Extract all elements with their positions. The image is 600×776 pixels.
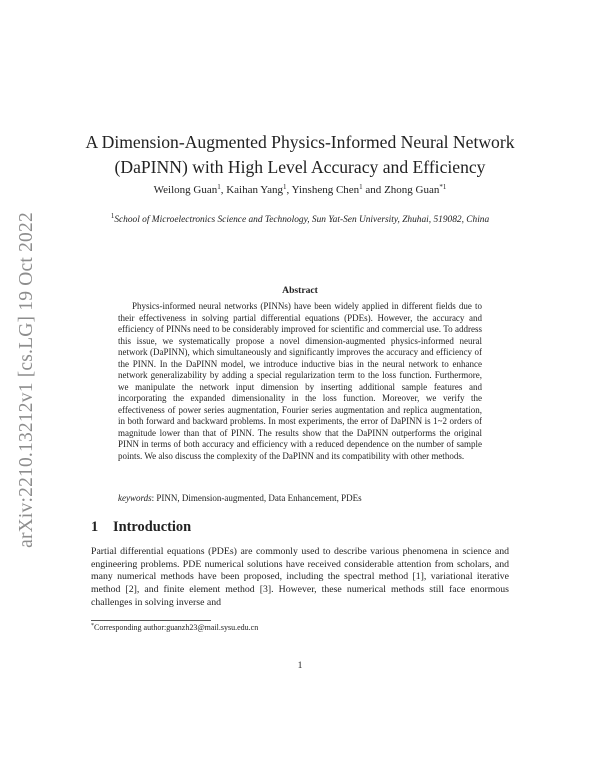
author-name: Kaihan Yang xyxy=(226,184,284,196)
arxiv-identifier-text: arXiv:2210.13212v1 [cs.LG] 19 Oct 2022 xyxy=(16,212,37,548)
author-separator: , xyxy=(286,184,292,196)
paper-title xyxy=(70,130,530,180)
author-name: Weilong Guan xyxy=(153,184,218,196)
author-list xyxy=(60,183,540,196)
title-line-1: A Dimension-Augmented Physics-Informed Neural Network xyxy=(85,132,515,152)
author-name: Yinsheng Chen xyxy=(291,184,360,196)
abstract-body: Physics-informed neural networks (PINNs) have been widely applied in different fields due to their effectiveness in solving partial differential equations (PDEs). However, the accuracy and efficiency of PINNs need to be considerably improved for scientific and commercial use. To address this issue, we systematically propose a novel dimension-augmented physics-informed neural network (DaPINN), which simultaneously and significantly improves the accuracy and efficiency of the PINN. In the DaPINN model, we introduce inductive bias in the neural network to enhance network generalizability by adding a special regularization term to the loss function. Furthermore, we manipulate the network input dimension by inserting additional sample features and incorporating the expanded dimensionality in the loss function. Moreover, we verify the effectiveness of power series augmentation, Fourier series augmentation and replica augmentation, in both forward and backward problems. In most experiments, the error of DaPINN is 1~2 orders of magnitude lower than that of PINN. The results show that the DaPINN outperforms the original PINN in terms of both accuracy and efficiency with a reduced dependence on the number of sample points. We also discuss the complexity of the DaPINN and its compatibility with other methods. xyxy=(118,301,482,461)
abstract-heading: Abstract xyxy=(282,285,318,296)
author-separator: , xyxy=(220,184,227,196)
author-affiliation-mark: 1 xyxy=(359,183,363,191)
arxiv-identifier-stamp xyxy=(14,210,40,550)
introduction-paragraph: Partial differential equations (PDEs) are commonly used to describe various phenomena in science and engineering problems. PDE numerical solutions have received considerable attention from scholars, and many numerical methods have been proposed, including the spectral method [1], variational iterative method [2], and finite element method [3]. However, these numerical methods still face enormous challenges in solving inverse and xyxy=(91,546,509,608)
affiliation-text: School of Microelectronics Science and Technology, Sun Yat-Sen University, Zhuhai, 519082, China xyxy=(114,215,490,225)
author-affiliation-mark: 1 xyxy=(217,183,221,191)
author-name: Zhong Guan xyxy=(384,184,440,196)
footnote-rule xyxy=(91,620,211,621)
author-affiliation-mark: *1 xyxy=(439,183,447,191)
footnote-text: Corresponding author:guanzh23@mail.sysu.edu.cn xyxy=(94,623,259,632)
author-affiliation-mark: 1 xyxy=(283,183,287,191)
section-title: Introduction xyxy=(113,519,192,535)
keywords-label: keywords xyxy=(118,493,152,503)
keywords-line xyxy=(118,493,482,505)
section-number: 1 xyxy=(91,519,99,535)
footnote xyxy=(91,623,258,632)
page-number: 1 xyxy=(297,660,303,671)
section-heading xyxy=(91,519,191,536)
affiliation xyxy=(90,210,510,227)
title-line-2: (DaPINN) with High Level Accuracy and Efficiency xyxy=(114,157,486,177)
footnote-mark: * xyxy=(91,623,94,629)
keywords-text: : PINN, Dimension-augmented, Data Enhancement, PDEs xyxy=(151,493,362,503)
affiliation-mark: 1 xyxy=(110,212,115,220)
author-separator: and xyxy=(362,184,385,196)
